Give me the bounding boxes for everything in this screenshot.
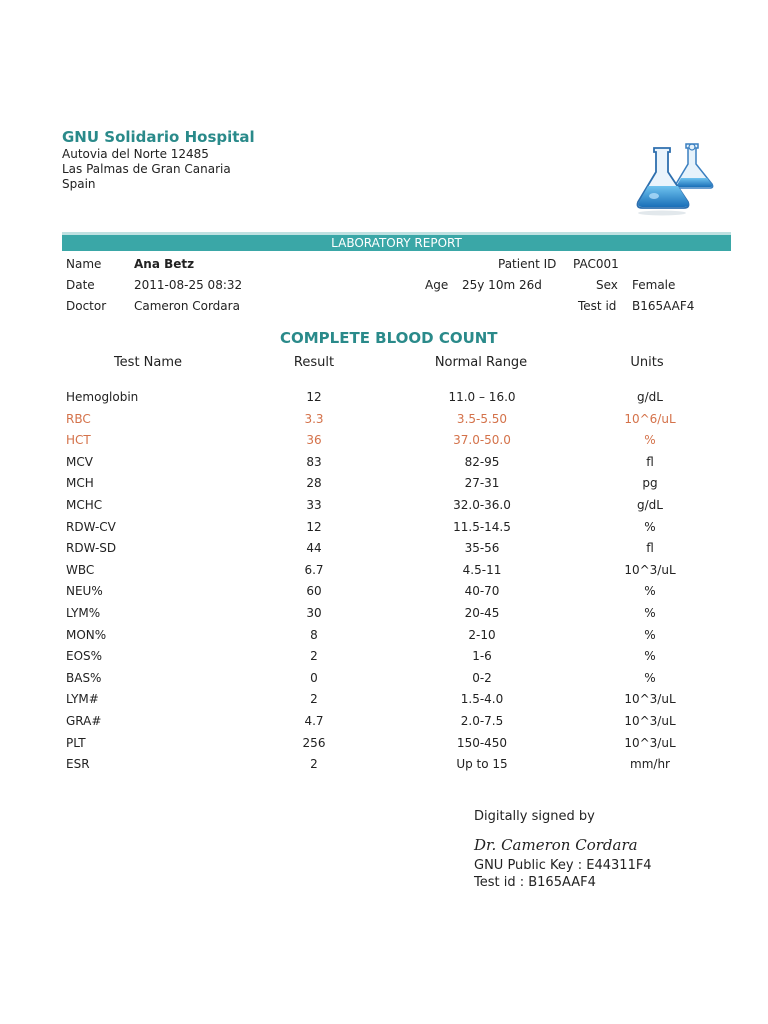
row-normal-range: 32.0-36.0 <box>453 498 511 512</box>
signature-test-id: Test id : B165AAF4 <box>474 875 596 890</box>
name-label: Name <box>66 257 102 271</box>
row-normal-range: 11.0 – 16.0 <box>448 390 516 404</box>
row-units: 10^3/uL <box>624 692 676 706</box>
row-result: 3.3 <box>304 412 324 426</box>
column-header-test-name: Test Name <box>113 355 183 370</box>
row-test-name: RDW-CV <box>66 520 116 534</box>
row-units: 10^3/uL <box>624 736 676 750</box>
report-banner <box>62 232 731 251</box>
row-result: 33 <box>306 498 322 512</box>
row-test-name: GRA# <box>66 714 102 728</box>
column-header-result: Result <box>293 355 335 370</box>
row-units: 10^3/uL <box>624 563 676 577</box>
row-test-name: Hemoglobin <box>66 390 139 404</box>
test-id-value: B165AAF4 <box>632 299 695 313</box>
row-normal-range: 1-6 <box>472 649 492 663</box>
signature-label: Digitally signed by <box>474 809 595 824</box>
date-value: 2011-08-25 08:32 <box>134 278 243 292</box>
row-units: % <box>644 649 656 663</box>
patient-id-value: PAC001 <box>573 257 619 271</box>
row-test-name: RDW-SD <box>66 541 117 555</box>
row-result: 60 <box>306 584 322 598</box>
row-result: 12 <box>306 390 322 404</box>
row-result: 256 <box>302 736 326 750</box>
row-normal-range: 1.5-4.0 <box>460 692 504 706</box>
address-line-2: Las Palmas de Gran Canaria <box>62 162 231 176</box>
row-normal-range: 20-45 <box>464 606 500 620</box>
row-test-name: ESR <box>66 757 90 771</box>
row-units: g/dL <box>637 498 663 512</box>
report-banner-title: LABORATORY REPORT <box>331 236 462 250</box>
row-normal-range: 0-2 <box>472 671 492 685</box>
row-normal-range: 40-70 <box>464 584 500 598</box>
row-result: 6.7 <box>304 563 324 577</box>
row-test-name: MCV <box>66 455 93 469</box>
row-test-name: HCT <box>66 433 91 447</box>
row-test-name: MCH <box>66 476 94 490</box>
column-header-units: Units <box>630 355 664 370</box>
doctor-value: Cameron Cordara <box>134 299 240 313</box>
patient-id-label: Patient ID <box>498 257 557 271</box>
row-result: 8 <box>310 628 318 642</box>
row-result: 2 <box>310 757 318 771</box>
test-id-label: Test id <box>578 299 617 313</box>
row-test-name: WBC <box>66 563 95 577</box>
address-line-1: Autovia del Norte 12485 <box>62 147 209 161</box>
row-normal-range: 150-450 <box>456 736 508 750</box>
date-label: Date <box>66 278 95 292</box>
row-result: 2 <box>310 649 318 663</box>
row-result: 44 <box>306 541 322 555</box>
age-value: 25y 10m 26d <box>462 278 542 292</box>
row-normal-range: 11.5-14.5 <box>453 520 511 534</box>
row-units: 10^3/uL <box>624 714 676 728</box>
row-normal-range: 82-95 <box>464 455 500 469</box>
row-normal-range: 37.0-50.0 <box>453 433 511 447</box>
row-result: 2 <box>310 692 318 706</box>
row-result: 12 <box>306 520 322 534</box>
row-units: pg <box>642 476 658 490</box>
row-units: % <box>644 520 656 534</box>
row-result: 83 <box>306 455 322 469</box>
row-units: % <box>644 433 656 447</box>
row-test-name: LYM# <box>66 692 99 706</box>
name-value: Ana Betz <box>134 257 195 271</box>
lab-flask-icon <box>636 138 718 216</box>
row-result: 36 <box>306 433 322 447</box>
row-normal-range: 3.5-5.50 <box>456 412 508 426</box>
row-test-name: RBC <box>66 412 91 426</box>
row-units: g/dL <box>637 390 663 404</box>
row-units: mm/hr <box>630 757 670 771</box>
row-test-name: EOS% <box>66 649 103 663</box>
row-units: % <box>644 628 656 642</box>
row-units: fl <box>646 455 654 469</box>
row-normal-range: Up to 15 <box>456 757 508 771</box>
row-units: % <box>644 584 656 598</box>
row-units: % <box>644 606 656 620</box>
row-units: fl <box>646 541 654 555</box>
address-line-3: Spain <box>62 177 96 191</box>
row-normal-range: 2.0-7.5 <box>460 714 504 728</box>
row-test-name: MON% <box>66 628 107 642</box>
row-normal-range: 35-56 <box>464 541 500 555</box>
row-test-name: PLT <box>66 736 86 750</box>
row-test-name: NEU% <box>66 584 103 598</box>
row-normal-range: 2-10 <box>468 628 496 642</box>
age-label: Age <box>425 278 449 292</box>
section-title: COMPLETE BLOOD COUNT <box>280 329 498 347</box>
column-header-normal-range: Normal Range <box>434 355 528 370</box>
row-units: 10^6/uL <box>624 412 676 426</box>
doctor-label: Doctor <box>66 299 107 313</box>
sex-label: Sex <box>596 278 618 292</box>
row-normal-range: 27-31 <box>464 476 500 490</box>
signature-name: Dr. Cameron Cordara <box>474 836 638 854</box>
row-result: 4.7 <box>304 714 324 728</box>
signature-public-key: GNU Public Key : E44311F4 <box>474 858 652 873</box>
row-normal-range: 4.5-11 <box>462 563 502 577</box>
row-test-name: LYM% <box>66 606 101 620</box>
row-test-name: BAS% <box>66 671 102 685</box>
row-units: % <box>644 671 656 685</box>
row-test-name: MCHC <box>66 498 103 512</box>
row-result: 0 <box>310 671 318 685</box>
hospital-name: GNU Solidario Hospital <box>62 128 255 146</box>
row-result: 28 <box>306 476 322 490</box>
row-result: 30 <box>306 606 322 620</box>
sex-value: Female <box>632 278 676 292</box>
